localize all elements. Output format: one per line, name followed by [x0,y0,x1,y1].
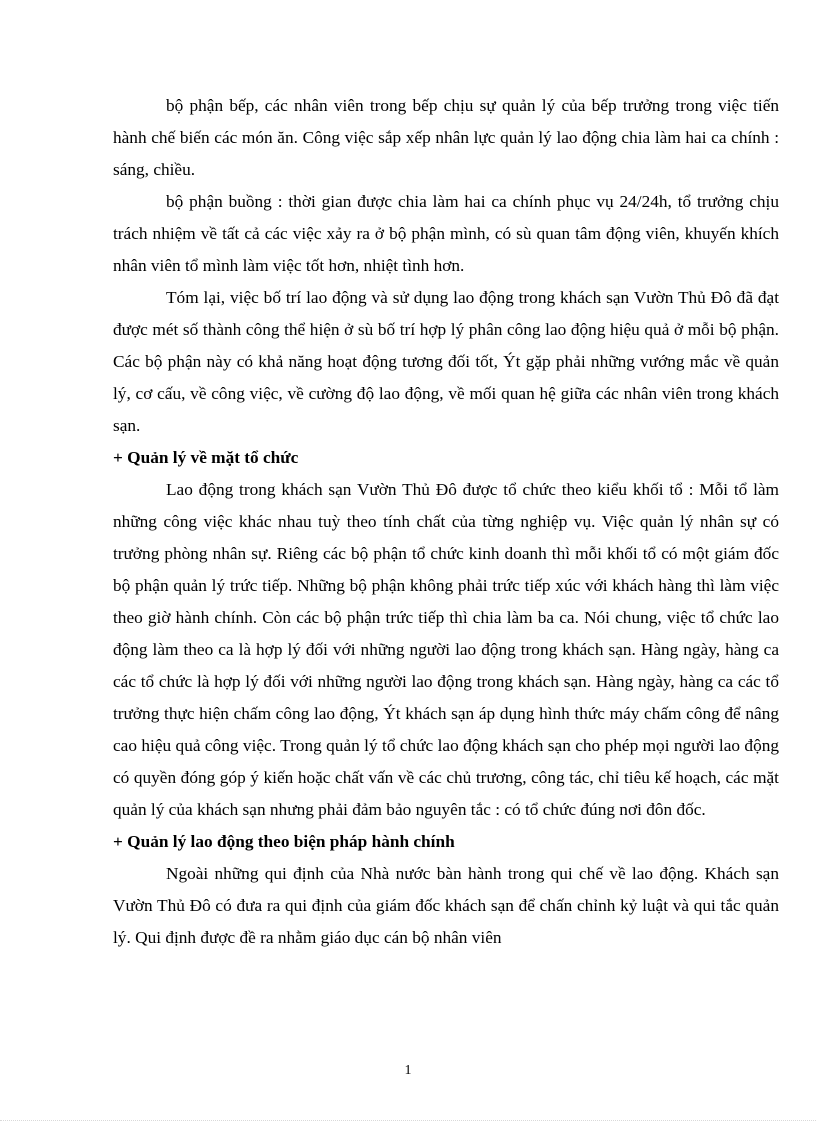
page-number: 1 [404,1063,412,1078]
paragraph-administrative: Ngoài những qui định của Nhà nước bàn hành trong qui chế về lao động. Khách sạn Vườn Thủ Đô có đưa ra qui định của giám đốc khách sạn để chấn chỉnh kỷ luật và qui tắc quản lý. Qui định được đề ra nhằm giáo dục cán bộ nhân viên [113,864,779,947]
paragraph-kitchen: bộ phận bếp, các nhân viên trong bếp chịu sự quản lý của bếp trưởng trong việc tiến hành chế biến các món ăn. Công việc sắp xếp nhân lực quản lý lao động chia làm hai ca chính : sáng, chiều. [113,96,779,179]
paragraph-organization: Lao động trong khách sạn Vườn Thủ Đô được tổ chức theo kiểu khối tổ : Mỗi tổ làm những công việc khác nhau tuỳ theo tính chất của từng nghiệp vụ. Việc quản lý nhân sự có trưởng phòng nhân sự. Riêng các bộ phận tổ chức kinh doanh thì mỗi khối tổ có một giám đốc bộ phận quản lý trức tiếp. Những bộ phận không phải trức tiếp xúc với khách hàng thì làm việc theo giờ hành chính. Còn các bộ phận trức tiếp thì chia làm ba ca. Nói chung, việc tổ chức lao động làm theo ca là hợp lý đối với những người lao động trong khách sạn. Hàng ngày, hàng ca các tổ chức là hợp lý đối với những người lao động trong khách sạn. Hàng ngày, hàng ca các tổ trưởng thực hiện chấm công lao động, Ýt khách sạn áp dụng hình thức máy chấm công để nâng cao hiệu quả công việc. Trong quản lý tổ chức lao động khách sạn cho phép mọi người lao động có quyền đóng góp ý kiến hoặc chất vấn về các chủ trương, công tác, chỉ tiêu kế hoạch, các mặt quản lý của khách sạn nhưng phải đảm bảo nguyên tắc : có tổ chức đúng nơi đôn đốc. [113,480,779,819]
document-body [113,90,779,954]
heading-organization: + Quản lý về mặt tổ chức [113,448,299,467]
paragraph-summary: Tóm lại, việc bố trí lao động và sử dụng lao động trong khách sạn Vườn Thủ Đô đã đạt được mét số thành công thể hiện ở sù bố trí hợp lý phân công lao động hiệu quả ở mỗi bộ phận. Các bộ phận này có khả năng hoạt động tương đối tốt, Ýt gặp phải những vướng mắc về quản lý, cơ cấu, về công việc, về cường độ lao động, về mối quan hệ giữa các nhân viên trong khách sạn. [113,288,779,435]
paragraph-housekeeping: bộ phận buồng : thời gian được chia làm hai ca chính phục vụ 24/24h, tổ trưởng chịu trách nhiệm về tất cả các việc xảy ra ở bộ phận mình, có sù quan tâm động viên, khuyến khích nhân viên tổ mình làm việc tốt hơn, nhiệt tình hơn. [113,192,779,275]
heading-administrative: + Quản lý lao động theo biện pháp hành chính [113,832,455,851]
footer-divider [0,1120,816,1121]
